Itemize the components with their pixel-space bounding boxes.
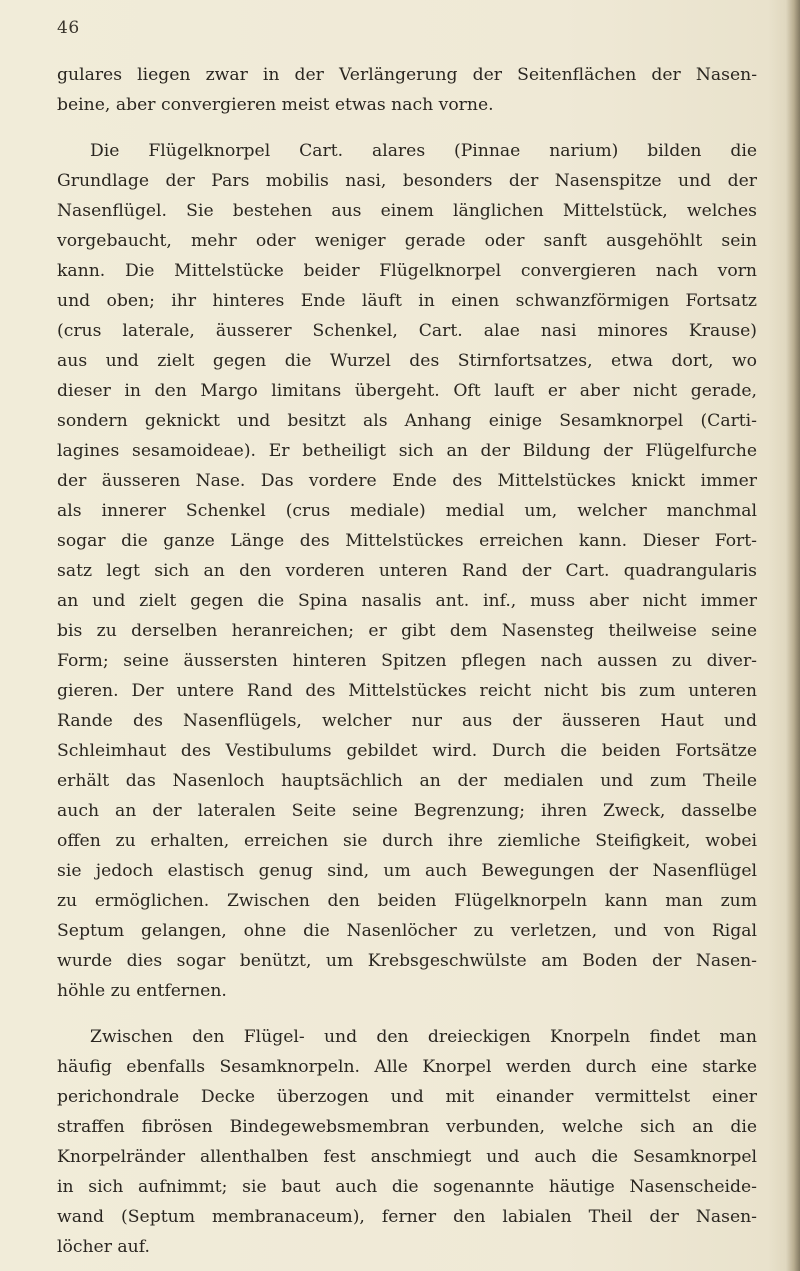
text-line: sogar die ganze Länge des Mittelstückes erreichen kann. Dieser Fort- [57, 531, 757, 551]
text-line: und oben; ihr hinteres Ende läuft in einen schwanzförmigen Fortsatz [57, 291, 757, 311]
page-number: 46 [57, 18, 80, 38]
text-line: Zwischen den Flügel- und den dreieckigen Knorpeln findet man [90, 1027, 757, 1047]
text-line: lagines sesamoideae). Er betheiligt sich an der Bildung der Flügelfurche [57, 441, 757, 461]
text-line: Grundlage der Pars mobilis nasi, besonders der Nasenspitze und der [57, 171, 757, 191]
text-line: zu ermöglichen. Zwischen den beiden Flügelknorpeln kann man zum [57, 891, 757, 911]
text-line: Knorpelränder allenthalben fest anschmiegt und auch die Sesamknorpel [57, 1147, 757, 1167]
text-line: an und zielt gegen die Spina nasalis ant. inf., muss aber nicht immer [57, 591, 757, 611]
text-line: in sich aufnimmt; sie baut auch die sogenannte häutige Nasenscheide- [57, 1177, 757, 1197]
text-line: sie jedoch elastisch genug sind, um auch Bewegungen der Nasenflügel [57, 861, 757, 881]
text-line: (crus laterale, äusserer Schenkel, Cart. alae nasi minores Krause) [57, 321, 757, 341]
text-line: erhält das Nasenloch hauptsächlich an der medialen und zum Theile [57, 771, 757, 791]
text-line: höhle zu entfernen. [57, 981, 227, 1001]
text-line: satz legt sich an den vorderen unteren Rand der Cart. quadrangularis [57, 561, 757, 581]
text-line: kann. Die Mittelstücke beider Flügelknorpel convergieren nach vorn [57, 261, 757, 281]
text-line: auch an der lateralen Seite seine Begrenzung; ihren Zweck, dasselbe [57, 801, 757, 821]
text-line: Nasenflügel. Sie bestehen aus einem länglichen Mittelstück, welches [57, 201, 757, 221]
text-line: sondern geknickt und besitzt als Anhang einige Sesamknorpel (Carti- [57, 411, 757, 431]
text-line: offen zu erhalten, erreichen sie durch ihre ziemliche Steifigkeit, wobei [57, 831, 757, 851]
text-line: Die Flügelknorpel Cart. alares (Pinnae narium) bilden die [90, 141, 757, 161]
text-line: löcher auf. [57, 1237, 150, 1257]
text-line: perichondrale Decke überzogen und mit einander vermittelst einer [57, 1087, 757, 1107]
text-line: häufig ebenfalls Sesamknorpeln. Alle Knorpel werden durch eine starke [57, 1057, 757, 1077]
body-text [57, 60, 757, 1262]
text-line: straffen fibrösen Bindegewebsmembran verbunden, welche sich an die [57, 1117, 757, 1137]
text-line: gulares liegen zwar in der Verlängerung der Seitenflächen der Nasen- [57, 65, 757, 85]
text-line: aus und zielt gegen die Wurzel des Stirnfortsatzes, etwa dort, wo [57, 351, 757, 371]
page-binding-shadow [786, 0, 800, 1271]
text-line: der äusseren Nase. Das vordere Ende des Mittelstückes knickt immer [57, 471, 757, 491]
text-line: als innerer Schenkel (crus mediale) medial um, welcher manchmal [57, 501, 757, 521]
text-line: dieser in den Margo limitans übergeht. Oft lauft er aber nicht gerade, [57, 381, 757, 401]
text-line: beine, aber convergieren meist etwas nach vorne. [57, 95, 494, 115]
text-line: gieren. Der untere Rand des Mittelstückes reicht nicht bis zum unteren [57, 681, 757, 701]
text-line: wand (Septum membranaceum), ferner den labialen Theil der Nasen- [57, 1207, 757, 1227]
text-line: Form; seine äussersten hinteren Spitzen pflegen nach aussen zu diver- [57, 651, 757, 671]
text-line: Schleimhaut des Vestibulums gebildet wird. Durch die beiden Fortsätze [57, 741, 757, 761]
text-line: Septum gelangen, ohne die Nasenlöcher zu verletzen, und von Rigal [57, 921, 757, 941]
text-line: bis zu derselben heranreichen; er gibt dem Nasensteg theilweise seine [57, 621, 757, 641]
text-line: vorgebaucht, mehr oder weniger gerade oder sanft ausgehöhlt sein [57, 231, 757, 251]
text-line: wurde dies sogar benützt, um Krebsgeschwülste am Boden der Nasen- [57, 951, 757, 971]
text-line: Rande des Nasenflügels, welcher nur aus der äusseren Haut und [57, 711, 757, 731]
